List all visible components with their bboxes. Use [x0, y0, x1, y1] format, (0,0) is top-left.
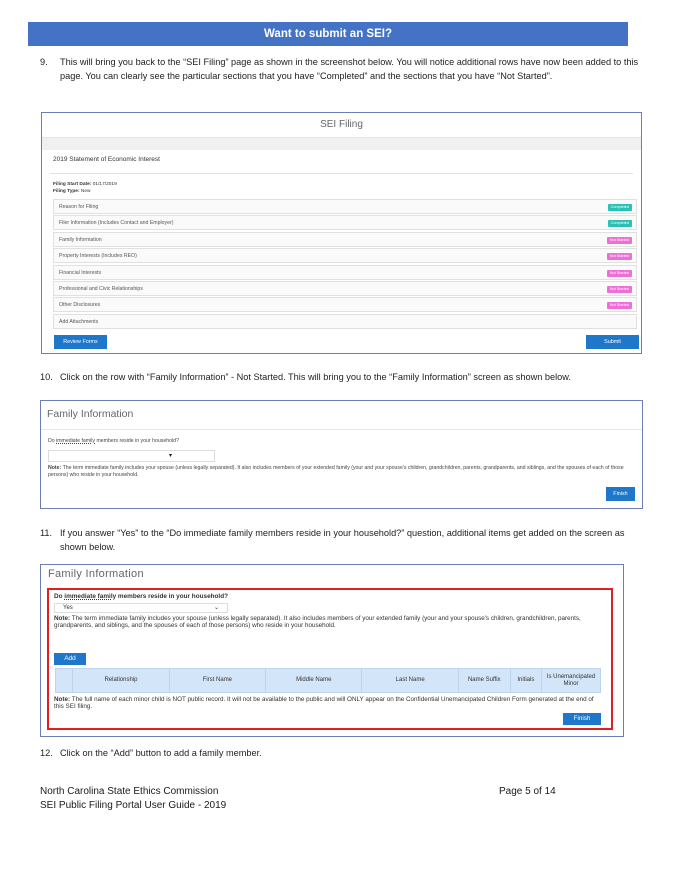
question-text: members reside in your household?	[95, 438, 179, 444]
finish-button[interactable]: Finish	[563, 713, 601, 725]
household-select[interactable]	[48, 450, 215, 462]
status-badge: Not Started	[607, 270, 632, 277]
status-badge: Completed	[608, 220, 632, 227]
sei-filing-header: SEI Filing	[42, 113, 641, 138]
note-text: The term immediate family includes your spouse (unless legally separated). It also includes members of your extended family (your and your spouse's children, grandchildren, parents, grandparents, and siblings, and the spouses of each of those persons) who reside in your household.	[54, 615, 581, 630]
step-number: 11.	[40, 528, 53, 538]
immediate-family-link[interactable]: immediate family	[56, 438, 95, 444]
filing-start-label: Filing Start Date:	[53, 182, 92, 187]
status-badge: Not Started	[607, 302, 632, 309]
footer-left	[40, 785, 226, 813]
section-row-attachments[interactable]	[53, 314, 637, 329]
section-label: Professional and Civic Relationships	[59, 285, 143, 292]
section-label: Reason for Filing	[59, 204, 99, 210]
note-label: Note:	[54, 615, 71, 622]
step-number: 9.	[40, 57, 48, 67]
finish-button[interactable]: Finish	[606, 487, 635, 501]
highlight-box	[47, 588, 613, 730]
filing-start-value: 01/17/2019	[92, 182, 117, 187]
step-text: If you answer “Yes” to the “Do immediate family members reside in your household?” question, additional items get added on the screen as shown below.	[60, 528, 625, 552]
filing-subtitle: 2019 Statement of Economic Interest	[53, 156, 160, 163]
step-text: Click on the row with “Family Information” - Not Started. This will bring you to the “Family Information” screen as shown below.	[60, 372, 571, 382]
family-info-screenshot	[40, 400, 643, 509]
section-label: Family Information	[59, 236, 102, 243]
filing-meta	[42, 174, 641, 195]
footer-page-number: Page 5 of 14	[499, 786, 556, 797]
section-row-family[interactable]	[53, 232, 637, 247]
status-badge: Not Started	[607, 237, 632, 244]
immediate-family-link[interactable]: immediate family	[64, 593, 117, 600]
step-text: Click on the “Add” button to add a family member.	[60, 748, 262, 758]
step-12	[40, 746, 640, 760]
table-header: Initials	[510, 669, 541, 693]
footer-guide: SEI Public Filing Portal User Guide - 2019	[40, 800, 227, 811]
question-text: Do	[54, 593, 65, 600]
table-header: Last Name	[362, 669, 458, 693]
table-header: First Name	[169, 669, 265, 693]
section-label: Filer Information (Includes Contact and Employer)	[59, 220, 174, 227]
section-label: Financial Interests	[59, 269, 102, 276]
chevron-down-icon: ⌄	[213, 605, 219, 611]
status-badge: Not Started	[607, 253, 632, 260]
table-header: Middle Name	[266, 669, 362, 693]
immediate-family-note	[48, 465, 636, 479]
section-row-professional[interactable]	[53, 281, 637, 296]
step-text: This will bring you back to the “SEI Filing” page as shown in the screenshot below. You will notice additional rows have now been added to this page. You can clearly see the particular sections that you have “Completed” and the sections that you have “Not Started”.	[60, 57, 639, 81]
note-text: The term immediate family includes your spouse (unless legally separated). It also includes members of your extended family (your and your spouse's children, grandchildren, parents, grandparents, and siblings, and the spouses of each of those persons) who reside in your household.	[48, 465, 624, 478]
step-9	[40, 55, 640, 83]
minor-child-note	[54, 696, 594, 711]
note-label: Note:	[54, 696, 71, 703]
step-10	[40, 370, 640, 384]
select-value: Yes	[63, 605, 73, 611]
section-row-property[interactable]	[53, 248, 637, 263]
section-banner: Want to submit an SEI?	[28, 22, 628, 46]
submit-button[interactable]: Submit	[586, 335, 639, 349]
status-badge: Completed	[608, 204, 632, 211]
household-question	[48, 438, 179, 444]
household-question	[54, 593, 228, 600]
family-members-table	[55, 668, 601, 693]
immediate-family-note	[54, 615, 584, 630]
sei-filing-screenshot	[41, 112, 642, 354]
household-select[interactable]	[54, 603, 228, 613]
question-text: Do	[48, 438, 57, 444]
footer-org: North Carolina State Ethics Commission	[40, 786, 219, 797]
question-text: members reside in your household?	[116, 593, 229, 600]
review-forms-button[interactable]: Review Forms	[54, 335, 107, 349]
filing-type-value: New	[80, 189, 91, 194]
family-info-yes-screenshot	[40, 564, 624, 737]
section-label: Other Disclosures	[59, 302, 101, 309]
table-header: Is Unemancipated Minor	[542, 669, 601, 693]
section-row-other[interactable]	[53, 297, 637, 312]
add-family-member-button[interactable]: Add	[54, 653, 86, 665]
family-info-title: Family Information	[48, 568, 144, 580]
filing-sections	[53, 199, 637, 330]
header-gap	[42, 138, 641, 150]
section-row-filer[interactable]	[53, 215, 637, 230]
table-header-row	[56, 669, 601, 693]
family-info-title: Family Information	[41, 401, 642, 430]
section-row-financial[interactable]	[53, 265, 637, 280]
step-11	[40, 526, 640, 554]
section-row-reason[interactable]	[53, 199, 637, 214]
section-label: Add Attachments	[59, 318, 99, 325]
section-label: Property Interests (Includes REO)	[59, 253, 137, 260]
table-header: Relationship	[73, 669, 169, 693]
table-header-blank	[56, 669, 73, 693]
status-badge: Not Started	[607, 286, 632, 293]
table-header: Name Suffix	[458, 669, 510, 693]
filing-type-label: Filing Type:	[53, 189, 80, 194]
caret-down-icon: ▾	[169, 453, 173, 459]
step-number: 12.	[40, 748, 53, 758]
note-label: Note:	[48, 465, 62, 471]
step-number: 10.	[40, 372, 53, 382]
note-text: The full name of each minor child is NOT public record. It will not be available to the public and will ONLY appear on the Confidential Unemancipated Children Form generated at the end of this SEI filing.	[54, 696, 594, 711]
